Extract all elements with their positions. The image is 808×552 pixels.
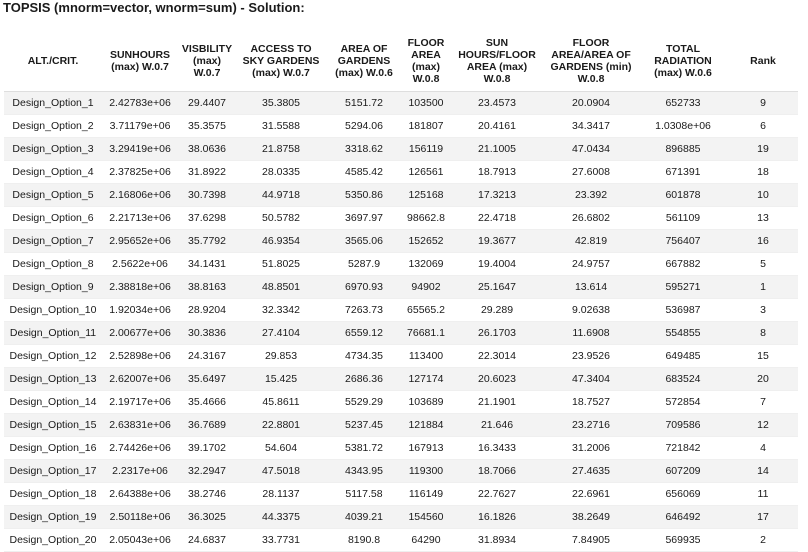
total-radiation-cell: 607209	[638, 460, 728, 483]
rank-cell: 15	[728, 345, 798, 368]
table-header-row	[4, 30, 798, 92]
floor-area-per-garden-area-cell: 27.6008	[544, 161, 638, 184]
table-row[interactable]	[4, 115, 798, 138]
visibility-cell: 36.3025	[178, 506, 236, 529]
sun-hours-per-floor-area-cell: 20.4161	[450, 115, 544, 138]
floor-area-cell: 121884	[402, 414, 450, 437]
visibility-cell: 35.3575	[178, 115, 236, 138]
access-sky-gardens-cell: 54.604	[236, 437, 326, 460]
total-radiation-cell: 896885	[638, 138, 728, 161]
table-row[interactable]	[4, 529, 798, 552]
total-radiation-cell: 656069	[638, 483, 728, 506]
rank-cell: 5	[728, 253, 798, 276]
visibility-cell: 28.9204	[178, 299, 236, 322]
sunhours-cell: 2.16806e+06	[102, 184, 178, 207]
table-row[interactable]	[4, 437, 798, 460]
sunhours-cell: 2.95652e+06	[102, 230, 178, 253]
alternative-cell: Design_Option_6	[4, 207, 102, 230]
floor-area-per-garden-area-cell: 11.6908	[544, 322, 638, 345]
floor-area-per-garden-area-cell: 13.614	[544, 276, 638, 299]
access-sky-gardens-cell: 45.8611	[236, 391, 326, 414]
floor-area-per-garden-area-cell: 42.819	[544, 230, 638, 253]
floor-area-cell: 156119	[402, 138, 450, 161]
floor-area-cell: 103689	[402, 391, 450, 414]
table-row[interactable]	[4, 345, 798, 368]
rank-cell: 20	[728, 368, 798, 391]
area-of-gardens-cell: 7263.73	[326, 299, 402, 322]
visibility-cell: 38.2746	[178, 483, 236, 506]
total-radiation-cell: 536987	[638, 299, 728, 322]
sun-hours-per-floor-area-cell: 29.289	[450, 299, 544, 322]
access-sky-gardens-cell: 35.3805	[236, 92, 326, 115]
alternative-cell: Design_Option_8	[4, 253, 102, 276]
floor-area-cell: 132069	[402, 253, 450, 276]
sunhours-cell: 2.5622e+06	[102, 253, 178, 276]
table-row[interactable]	[4, 253, 798, 276]
floor-area-per-garden-area-cell: 26.6802	[544, 207, 638, 230]
total-radiation-cell: 652733	[638, 92, 728, 115]
area-of-gardens-cell: 5117.58	[326, 483, 402, 506]
sunhours-cell: 3.71179e+06	[102, 115, 178, 138]
column-header-area-of-gardens[interactable]: AREA OF GARDENS (max) W.0.6	[326, 30, 402, 92]
floor-area-cell: 125168	[402, 184, 450, 207]
alternative-cell: Design_Option_5	[4, 184, 102, 207]
alternative-cell: Design_Option_3	[4, 138, 102, 161]
alternative-cell: Design_Option_10	[4, 299, 102, 322]
floor-area-per-garden-area-cell: 20.0904	[544, 92, 638, 115]
sunhours-cell: 1.92034e+06	[102, 299, 178, 322]
visibility-cell: 34.1431	[178, 253, 236, 276]
access-sky-gardens-cell: 48.8501	[236, 276, 326, 299]
floor-area-per-garden-area-cell: 47.0434	[544, 138, 638, 161]
access-sky-gardens-cell: 50.5782	[236, 207, 326, 230]
rank-cell: 8	[728, 322, 798, 345]
total-radiation-cell: 683524	[638, 368, 728, 391]
floor-area-cell: 119300	[402, 460, 450, 483]
access-sky-gardens-cell: 22.8801	[236, 414, 326, 437]
access-sky-gardens-cell: 32.3342	[236, 299, 326, 322]
floor-area-per-garden-area-cell: 24.9757	[544, 253, 638, 276]
alternative-cell: Design_Option_16	[4, 437, 102, 460]
rank-cell: 6	[728, 115, 798, 138]
rank-cell: 1	[728, 276, 798, 299]
total-radiation-cell: 721842	[638, 437, 728, 460]
area-of-gardens-cell: 5529.29	[326, 391, 402, 414]
visibility-cell: 36.7689	[178, 414, 236, 437]
total-radiation-cell: 595271	[638, 276, 728, 299]
alternative-cell: Design_Option_1	[4, 92, 102, 115]
sunhours-cell: 2.2317e+06	[102, 460, 178, 483]
total-radiation-cell: 671391	[638, 161, 728, 184]
total-radiation-cell: 1.0308e+06	[638, 115, 728, 138]
column-header-alternative[interactable]: ALT./CRIT.	[4, 30, 102, 92]
access-sky-gardens-cell: 21.8758	[236, 138, 326, 161]
floor-area-cell: 127174	[402, 368, 450, 391]
visibility-cell: 38.8163	[178, 276, 236, 299]
alternative-cell: Design_Option_13	[4, 368, 102, 391]
visibility-cell: 30.3836	[178, 322, 236, 345]
sunhours-cell: 2.21713e+06	[102, 207, 178, 230]
rank-cell: 3	[728, 299, 798, 322]
total-radiation-cell: 572854	[638, 391, 728, 414]
total-radiation-cell: 554855	[638, 322, 728, 345]
access-sky-gardens-cell: 51.8025	[236, 253, 326, 276]
total-radiation-cell: 569935	[638, 529, 728, 552]
table-row[interactable]	[4, 184, 798, 207]
sun-hours-per-floor-area-cell: 18.7913	[450, 161, 544, 184]
column-header-sunhours[interactable]: SUNHOURS (max) W.0.7	[102, 30, 178, 92]
rank-cell: 10	[728, 184, 798, 207]
visibility-cell: 30.7398	[178, 184, 236, 207]
rank-cell: 2	[728, 529, 798, 552]
floor-area-cell: 116149	[402, 483, 450, 506]
column-header-sun-hours-per-floor-area[interactable]: SUN HOURS/FLOOR AREA (max) W.0.8	[450, 30, 544, 92]
column-header-floor-area[interactable]: FLOOR AREA (max) W.0.8	[402, 30, 450, 92]
visibility-cell: 24.6837	[178, 529, 236, 552]
access-sky-gardens-cell: 15.425	[236, 368, 326, 391]
alternative-cell: Design_Option_14	[4, 391, 102, 414]
sun-hours-per-floor-area-cell: 16.1826	[450, 506, 544, 529]
table-row[interactable]	[4, 276, 798, 299]
table-row[interactable]	[4, 230, 798, 253]
floor-area-per-garden-area-cell: 7.84905	[544, 529, 638, 552]
visibility-cell: 35.6497	[178, 368, 236, 391]
sunhours-cell: 2.37825e+06	[102, 161, 178, 184]
area-of-gardens-cell: 5294.06	[326, 115, 402, 138]
table-row[interactable]	[4, 506, 798, 529]
access-sky-gardens-cell: 44.3375	[236, 506, 326, 529]
table-row[interactable]	[4, 138, 798, 161]
visibility-cell: 37.6298	[178, 207, 236, 230]
rank-cell: 16	[728, 230, 798, 253]
rank-cell: 14	[728, 460, 798, 483]
area-of-gardens-cell: 5350.86	[326, 184, 402, 207]
visibility-cell: 24.3167	[178, 345, 236, 368]
column-header-total-radiation[interactable]: TOTAL RADIATION (max) W.0.6	[638, 30, 728, 92]
visibility-cell: 31.8922	[178, 161, 236, 184]
access-sky-gardens-cell: 46.9354	[236, 230, 326, 253]
area-of-gardens-cell: 5237.45	[326, 414, 402, 437]
sun-hours-per-floor-area-cell: 22.4718	[450, 207, 544, 230]
sunhours-cell: 2.42783e+06	[102, 92, 178, 115]
floor-area-per-garden-area-cell: 27.4635	[544, 460, 638, 483]
sun-hours-per-floor-area-cell: 25.1647	[450, 276, 544, 299]
access-sky-gardens-cell: 31.5588	[236, 115, 326, 138]
floor-area-per-garden-area-cell: 9.02638	[544, 299, 638, 322]
access-sky-gardens-cell: 27.4104	[236, 322, 326, 345]
sunhours-cell: 2.38818e+06	[102, 276, 178, 299]
floor-area-cell: 64290	[402, 529, 450, 552]
total-radiation-cell: 561109	[638, 207, 728, 230]
area-of-gardens-cell: 3697.97	[326, 207, 402, 230]
total-radiation-cell: 756407	[638, 230, 728, 253]
column-header-visibility[interactable]: VISBILITY (max) W.0.7	[178, 30, 236, 92]
table-row[interactable]	[4, 414, 798, 437]
area-of-gardens-cell: 5151.72	[326, 92, 402, 115]
area-of-gardens-cell: 6559.12	[326, 322, 402, 345]
table-row[interactable]	[4, 460, 798, 483]
sunhours-cell: 2.63831e+06	[102, 414, 178, 437]
area-of-gardens-cell: 4734.35	[326, 345, 402, 368]
sunhours-cell: 2.52898e+06	[102, 345, 178, 368]
floor-area-cell: 181807	[402, 115, 450, 138]
access-sky-gardens-cell: 28.0335	[236, 161, 326, 184]
rank-cell: 19	[728, 138, 798, 161]
access-sky-gardens-cell: 44.9718	[236, 184, 326, 207]
sunhours-cell: 2.19717e+06	[102, 391, 178, 414]
rank-cell: 13	[728, 207, 798, 230]
sunhours-cell: 2.00677e+06	[102, 322, 178, 345]
alternative-cell: Design_Option_7	[4, 230, 102, 253]
sunhours-cell: 2.62007e+06	[102, 368, 178, 391]
area-of-gardens-cell: 8190.8	[326, 529, 402, 552]
floor-area-per-garden-area-cell: 18.7527	[544, 391, 638, 414]
access-sky-gardens-cell: 33.7731	[236, 529, 326, 552]
floor-area-cell: 103500	[402, 92, 450, 115]
alternative-cell: Design_Option_19	[4, 506, 102, 529]
sun-hours-per-floor-area-cell: 21.1005	[450, 138, 544, 161]
rank-cell: 18	[728, 161, 798, 184]
area-of-gardens-cell: 4343.95	[326, 460, 402, 483]
sun-hours-per-floor-area-cell: 17.3213	[450, 184, 544, 207]
floor-area-cell: 65565.2	[402, 299, 450, 322]
visibility-cell: 39.1702	[178, 437, 236, 460]
column-header-floor-area-per-garden-area[interactable]: FLOOR AREA/AREA OF GARDENS (min) W.0.8	[544, 30, 638, 92]
table-row[interactable]	[4, 299, 798, 322]
sun-hours-per-floor-area-cell: 18.7066	[450, 460, 544, 483]
table-row[interactable]	[4, 92, 798, 115]
floor-area-cell: 94902	[402, 276, 450, 299]
visibility-cell: 35.7792	[178, 230, 236, 253]
area-of-gardens-cell: 5381.72	[326, 437, 402, 460]
rank-cell: 9	[728, 92, 798, 115]
alternative-cell: Design_Option_9	[4, 276, 102, 299]
sun-hours-per-floor-area-cell: 21.1901	[450, 391, 544, 414]
alternative-cell: Design_Option_12	[4, 345, 102, 368]
area-of-gardens-cell: 2686.36	[326, 368, 402, 391]
visibility-cell: 35.4666	[178, 391, 236, 414]
sun-hours-per-floor-area-cell: 23.4573	[450, 92, 544, 115]
total-radiation-cell: 646492	[638, 506, 728, 529]
sunhours-cell: 3.29419e+06	[102, 138, 178, 161]
floor-area-per-garden-area-cell: 38.2649	[544, 506, 638, 529]
sun-hours-per-floor-area-cell: 22.3014	[450, 345, 544, 368]
sunhours-cell: 2.64388e+06	[102, 483, 178, 506]
table-body	[4, 92, 798, 552]
table-row[interactable]	[4, 161, 798, 184]
floor-area-cell: 154560	[402, 506, 450, 529]
visibility-cell: 38.0636	[178, 138, 236, 161]
table-row[interactable]	[4, 207, 798, 230]
area-of-gardens-cell: 5287.9	[326, 253, 402, 276]
alternative-cell: Design_Option_20	[4, 529, 102, 552]
sun-hours-per-floor-area-cell: 16.3433	[450, 437, 544, 460]
table-row[interactable]	[4, 368, 798, 391]
alternative-cell: Design_Option_4	[4, 161, 102, 184]
floor-area-per-garden-area-cell: 34.3417	[544, 115, 638, 138]
table-row[interactable]	[4, 483, 798, 506]
floor-area-per-garden-area-cell: 23.9526	[544, 345, 638, 368]
floor-area-per-garden-area-cell: 22.6961	[544, 483, 638, 506]
sun-hours-per-floor-area-cell: 19.4004	[450, 253, 544, 276]
sun-hours-per-floor-area-cell: 20.6023	[450, 368, 544, 391]
floor-area-cell: 76681.1	[402, 322, 450, 345]
sunhours-cell: 2.50118e+06	[102, 506, 178, 529]
alternative-cell: Design_Option_17	[4, 460, 102, 483]
rank-cell: 11	[728, 483, 798, 506]
floor-area-per-garden-area-cell: 23.2716	[544, 414, 638, 437]
sun-hours-per-floor-area-cell: 26.1703	[450, 322, 544, 345]
total-radiation-cell: 601878	[638, 184, 728, 207]
alternative-cell: Design_Option_15	[4, 414, 102, 437]
column-header-rank[interactable]: Rank	[728, 30, 798, 92]
sun-hours-per-floor-area-cell: 31.8934	[450, 529, 544, 552]
area-of-gardens-cell: 3318.62	[326, 138, 402, 161]
floor-area-cell: 98662.8	[402, 207, 450, 230]
area-of-gardens-cell: 3565.06	[326, 230, 402, 253]
rank-cell: 4	[728, 437, 798, 460]
access-sky-gardens-cell: 47.5018	[236, 460, 326, 483]
area-of-gardens-cell: 4585.42	[326, 161, 402, 184]
visibility-cell: 32.2947	[178, 460, 236, 483]
total-radiation-cell: 709586	[638, 414, 728, 437]
rank-cell: 12	[728, 414, 798, 437]
column-header-access-sky-gardens[interactable]: ACCESS TO SKY GARDENS (max) W.0.7	[236, 30, 326, 92]
alternative-cell: Design_Option_18	[4, 483, 102, 506]
alternative-cell: Design_Option_2	[4, 115, 102, 138]
table-row[interactable]	[4, 322, 798, 345]
sun-hours-per-floor-area-cell: 21.646	[450, 414, 544, 437]
floor-area-per-garden-area-cell: 31.2006	[544, 437, 638, 460]
topsis-solution-table	[4, 30, 798, 552]
floor-area-per-garden-area-cell: 23.392	[544, 184, 638, 207]
total-radiation-cell: 649485	[638, 345, 728, 368]
access-sky-gardens-cell: 28.1137	[236, 483, 326, 506]
rank-cell: 17	[728, 506, 798, 529]
area-of-gardens-cell: 6970.93	[326, 276, 402, 299]
floor-area-cell: 167913	[402, 437, 450, 460]
rank-cell: 7	[728, 391, 798, 414]
total-radiation-cell: 667882	[638, 253, 728, 276]
floor-area-per-garden-area-cell: 47.3404	[544, 368, 638, 391]
sun-hours-per-floor-area-cell: 19.3677	[450, 230, 544, 253]
area-of-gardens-cell: 4039.21	[326, 506, 402, 529]
floor-area-cell: 152652	[402, 230, 450, 253]
sun-hours-per-floor-area-cell: 22.7627	[450, 483, 544, 506]
visibility-cell: 29.4407	[178, 92, 236, 115]
alternative-cell: Design_Option_11	[4, 322, 102, 345]
sunhours-cell: 2.05043e+06	[102, 529, 178, 552]
table-row[interactable]	[4, 391, 798, 414]
page-title: TOPSIS (mnorm=vector, wnorm=sum) - Solution:	[3, 0, 305, 15]
sunhours-cell: 2.74426e+06	[102, 437, 178, 460]
access-sky-gardens-cell: 29.853	[236, 345, 326, 368]
floor-area-cell: 113400	[402, 345, 450, 368]
floor-area-cell: 126561	[402, 161, 450, 184]
